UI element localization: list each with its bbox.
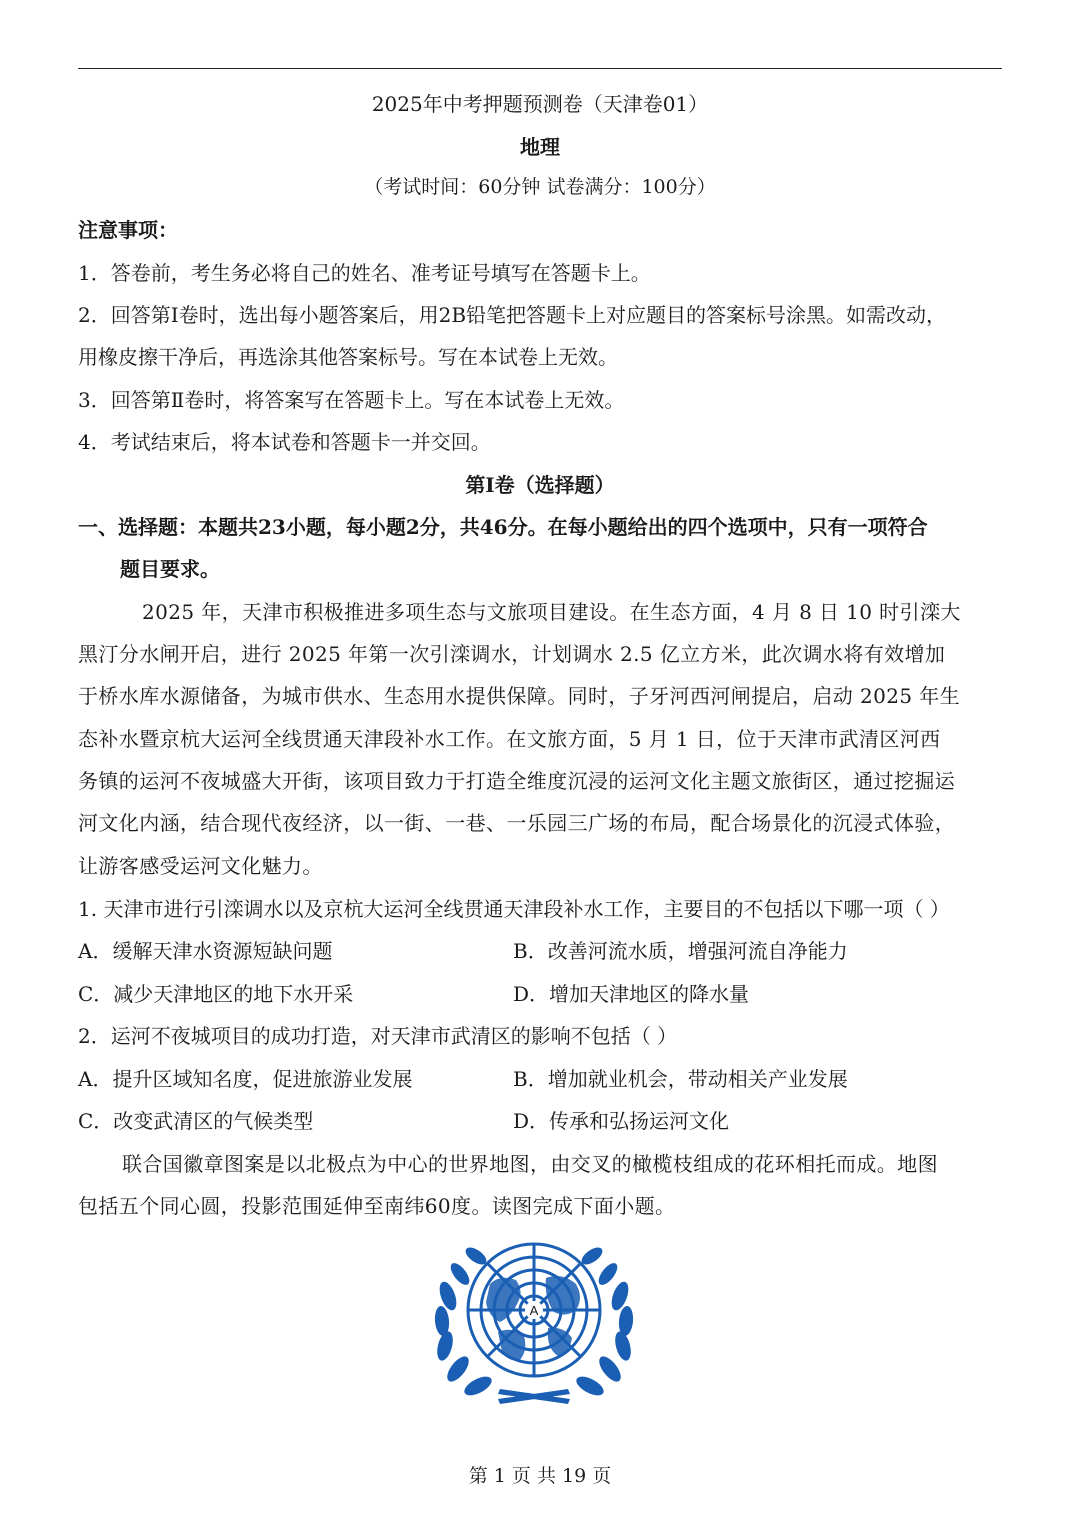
exam-title: 2025年中考押题预测卷（天津卷01） (371, 92, 709, 116)
passage1-line-2: 黑汀分水闸开启，进行 2025 年第一次引滦调水，计划调水 2.5 亿立方米，此次调水将有效增加 (78, 642, 946, 666)
passage2-line-2: 包括五个同心圆，投影范围延伸至南纬60度。读图完成下面小题。 (78, 1194, 676, 1218)
question2-option-d: D．传承和弘扬运河文化 (513, 1109, 730, 1133)
notice-item-2-line-1: 2．回答第Ⅰ卷时，选出每小题答案后，用2B铅笔把答题卡上对应题目的答案标号涂黑。如需改动， (78, 303, 947, 327)
notice-item-2-line-2: 用橡皮擦干净后，再选涂其他答案标号。写在本试卷上无效。 (78, 345, 618, 369)
page-footer: 第 1 页 共 19 页 (468, 1465, 612, 1487)
passage2-line-1: 联合国徽章图案是以北极点为中心的世界地图，由交叉的橄榄枝组成的花环相托而成。地图 (122, 1152, 938, 1176)
part1-instruction-line-2: 题目要求。 (120, 557, 220, 581)
subject-title: 地理 (520, 135, 560, 159)
un-emblem-figure (428, 1236, 640, 1408)
notice-heading: 注意事项： (78, 218, 178, 242)
question1-option-a: A．缓解天津水资源短缺问题 (78, 939, 333, 963)
question2-option-a: A．提升区域知名度，促进旅游业发展 (78, 1067, 413, 1091)
part1-heading: 第Ⅰ卷（选择题） (465, 473, 615, 497)
notice-item-4: 4．考试结束后，将本试卷和答题卡一并交回。 (78, 430, 491, 454)
notice-item-3: 3．回答第Ⅱ卷时，将答案写在答题卡上。写在本试卷上无效。 (78, 388, 625, 412)
part1-instruction-line-1: 一、选择题：本题共23小题，每小题2分，共46分。在每小题给出的四个选项中，只有一项符合 (78, 515, 928, 539)
notice-item-1: 1．答卷前，考生务必将自己的姓名、准考证号填写在答题卡上。 (78, 261, 651, 285)
exam-info: （考试时间：60分钟 试卷满分：100分） (364, 176, 716, 198)
passage1-line-1: 2025 年，天津市积极推进多项生态与文旅项目建设。在生态方面，4 月 8 日 10 时引滦大 (142, 600, 961, 624)
question1-option-b: B．改善河流水质，增强河流自净能力 (513, 939, 848, 963)
question2-stem: 2．运河不夜城项目的成功打造，对天津市武清区的影响不包括（ ） (78, 1024, 678, 1048)
passage1-line-7: 让游客感受运河文化魅力。 (78, 854, 323, 878)
passage1-line-5: 务镇的运河不夜城盛大开街，该项目致力于打造全维度沉浸的运河文化主题文旅街区，通过挖掘运 (78, 769, 956, 793)
passage1-line-4: 态补水暨京杭大运河全线贯通天津段补水工作。在文旅方面，5 月 1 日，位于天津市武清区河西 (78, 727, 941, 751)
point-a-label: A (529, 1303, 539, 1318)
question1-stem: 1. 天津市进行引滦调水以及京杭大运河全线贯通天津段补水工作，主要目的不包括以下哪一项（ ） (78, 897, 950, 921)
header-rule (78, 68, 1002, 69)
passage1-line-6: 河文化内涵，结合现代夜经济，以一街、一巷、一乐园三广场的布局，配合场景化的沉浸式体验， (78, 811, 956, 835)
question1-option-d: D．增加天津地区的降水量 (513, 982, 750, 1006)
question1-option-c: C．减少天津地区的地下水开采 (78, 982, 354, 1006)
passage1-line-3: 于桥水库水源储备，为城市供水、生态用水提供保障。同时，子牙河西河闸提启，启动 2025 年生 (78, 684, 961, 708)
question2-option-c: C．改变武清区的气候类型 (78, 1109, 314, 1133)
question2-option-b: B．增加就业机会，带动相关产业发展 (513, 1067, 848, 1091)
